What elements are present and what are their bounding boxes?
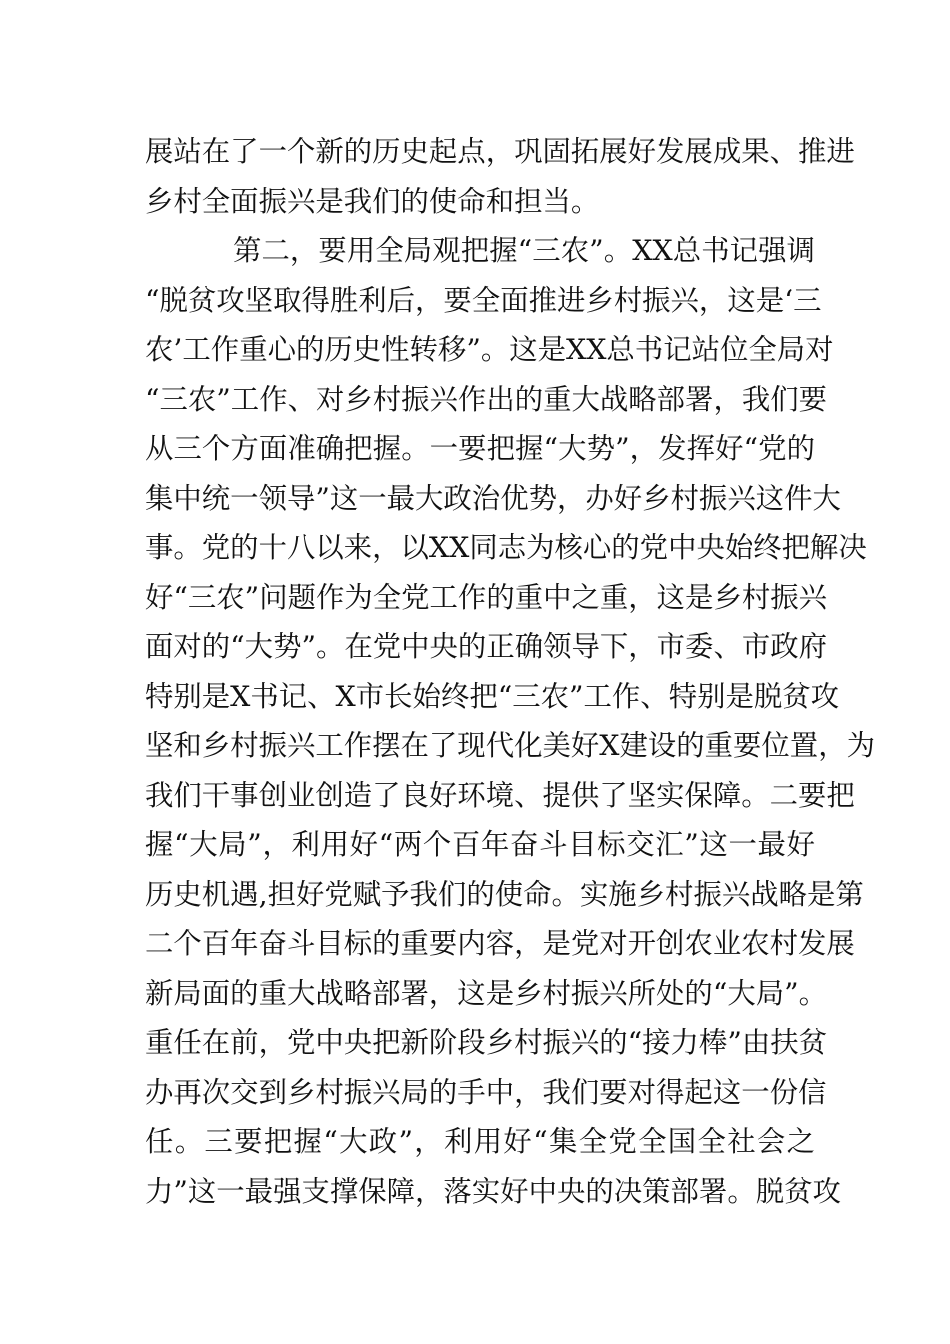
text-line: 从三个方面准确把握。一要把握“大势”，发挥好“党的: [145, 432, 815, 465]
text-line: 重任在前，党中央把新阶段乡村振兴的“接力棒”由扶贫: [145, 1026, 828, 1059]
text-line: 任。三要把握“大政”，利用好“集全党全国全社会之: [145, 1125, 815, 1158]
text-line: 事。党的十八以来，以XX同志为核心的党中央始终把解决: [145, 531, 867, 564]
text-line: 展站在了一个新的历史起点，巩固拓展好发展成果、推进: [145, 135, 855, 168]
text-line: 农’工作重心的历史性转移”。这是XX总书记站位全局对: [145, 333, 834, 366]
paragraph-start-line: 第二，要用全局观把握“三农”。XX总书记强调: [233, 234, 815, 267]
text-line: “三农”工作、对乡村振兴作出的重大战略部署，我们要: [145, 382, 828, 416]
text-line: 历史机遇,担好党赋予我们的使命。实施乡村振兴战略是第: [145, 877, 864, 911]
text-line: 握“大局”，利用好“两个百年奋斗目标交汇”这一最好: [145, 828, 815, 861]
text-line: “脱贫攻坚取得胜利后，要全面推进乡村振兴，这是‘三: [145, 283, 822, 317]
text-line: 集中统一领导”这一最大政治优势，办好乡村振兴这件大: [145, 481, 841, 515]
text-line: 我们干事创业创造了良好环境、提供了坚实保障。二要把: [145, 778, 855, 812]
text-line: 好“三农”问题作为全党工作的重中之重，这是乡村振兴: [145, 580, 828, 614]
text-line: 力”这一最强支撑保障，落实好中央的决策部署。脱贫攻: [145, 1174, 841, 1208]
text-line: 面对的“大势”。在党中央的正确领导下，市委、市政府: [145, 630, 828, 663]
text-line: 坚和乡村振兴工作摆在了现代化美好X建设的重要位置，为: [145, 729, 875, 762]
text-line: 特别是X书记、X市长始终把“三农”工作、特别是脱贫攻: [145, 679, 840, 713]
text-line: 乡村全面振兴是我们的使命和担当。: [145, 184, 600, 218]
text-line: 办再次交到乡村振兴局的手中，我们要对得起这一份信: [145, 1075, 827, 1109]
body-text: [145, 127, 875, 1216]
text-line: 二个百年奋斗目标的重要内容，是党对开创农业农村发展: [145, 927, 855, 960]
text-line: 新局面的重大战略部署，这是乡村振兴所处的“大局”。: [145, 976, 828, 1010]
